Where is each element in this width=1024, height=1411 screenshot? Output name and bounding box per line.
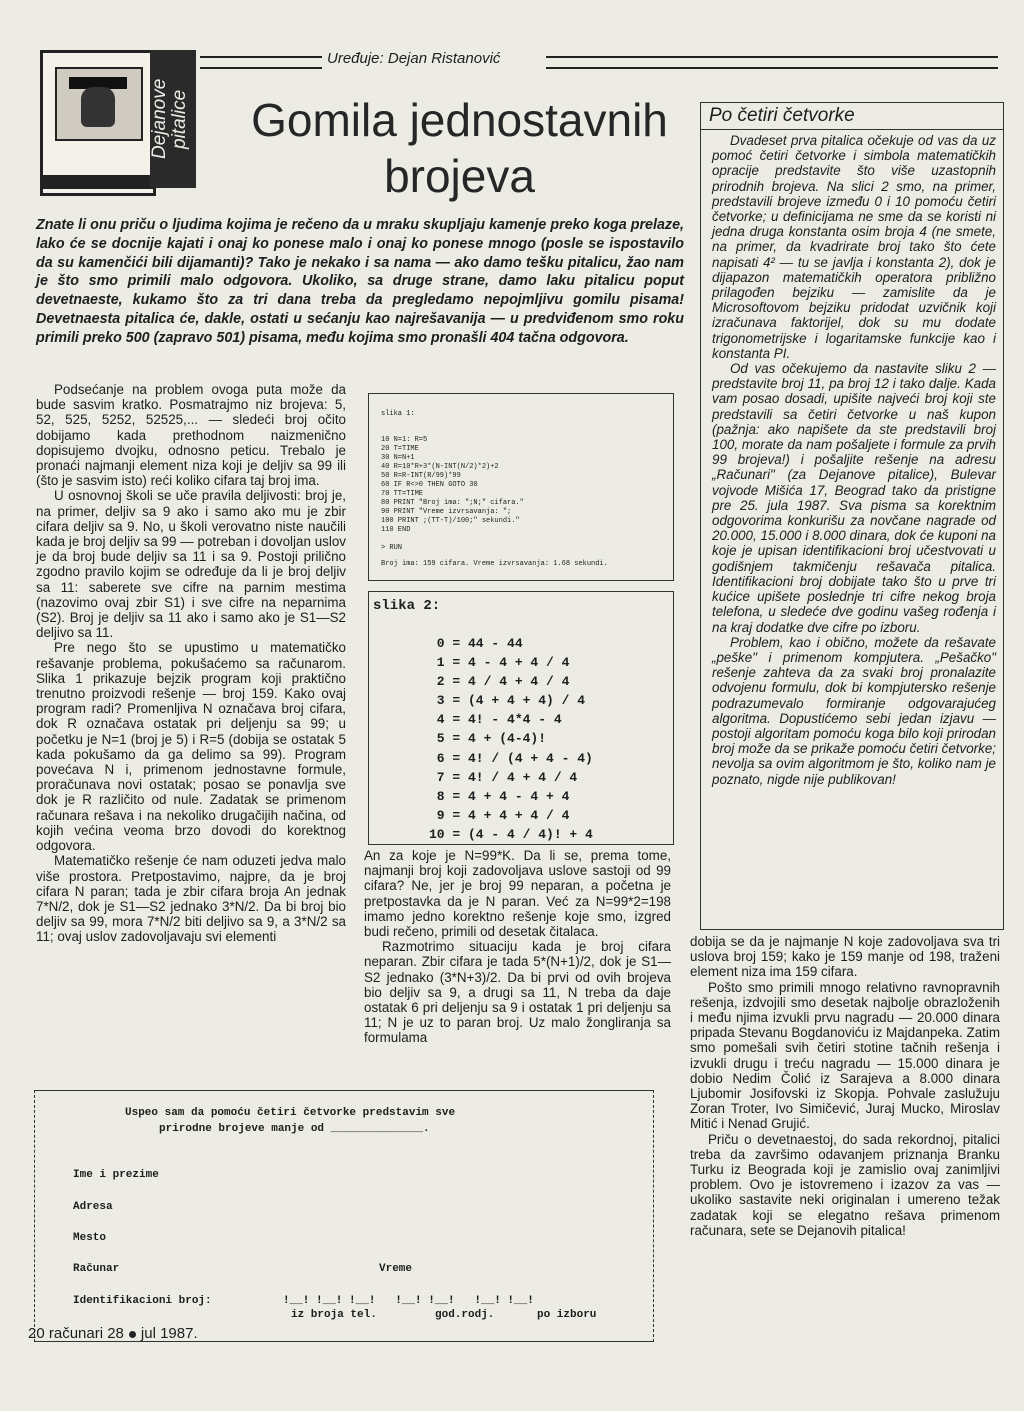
id-boxes[interactable]: !__! !__! !__! !__! !__! !__! !__!: [283, 1295, 534, 1307]
sidebar-title: Po četiri četvorke: [701, 103, 1003, 130]
formula-row: 2 = 4 / 4 + 4 / 4: [429, 674, 570, 690]
title-line-1: Gomila jednostavnih: [251, 94, 668, 146]
col2-paragraph: Razmotrimo situaciju kada je broj cifara neparan. Zbir cifara je tada 5*(N+1)/2, dok je S1—S2 jednako (3*N+3)/2. Da bi prvi od ovih brojeva bio deljiv sa 9, a drugi sa 11, N treba da daje ostatak 6 pri deljenju sa 9 i ostatak 1 pri deljenju sa 11; N je uz to paran broj. Uz malo žongliranja sa formulama: [364, 939, 671, 1046]
formula-row: 10 = (4 - 4 / 4)! + 4: [429, 826, 593, 842]
col2-paragraph: An za koje je N=99*K. Da li se, prema tome, najmanji broj koji zadovoljava uslove sastoji od 99 cifara? Ne, jer je broj 99 neparan, a početna je pretpostavka da je N paran. Već za N=99*2=198 imamo jedno korektno rešenje koje smo, izgred budi rečeno, primili od desetak čitalaca.: [364, 848, 671, 940]
page-footer: [28, 1325, 198, 1342]
formula-row: 7 = 4! / 4 + 4 / 4: [429, 769, 578, 785]
sidebar-paragraph: Problem, kao i obično, možete da rešavate „peške" i primenom kompjutera. „Pešačko" rešenje zahteva da za svaki broj pronalazite odvojenu formulu, dok bi kompjutersko rešenje podrazumevalo formiranje odgovarajućeg algoritma. Dopustićemo sebi jedan izjavu — postoji algoritam pomoću koga bilo koji prirodan broj može da se prikaže pomoću četiri četvorke; nevolja sa ovim algoritmom je što, koliko nam je poznato, nigde nije publikovan!: [712, 634, 996, 787]
id-birth-caption: god.rodj.: [435, 1309, 495, 1321]
column-3: [690, 934, 1000, 1238]
monitor-base: [43, 175, 153, 189]
figure-1-title: slika 1:: [381, 410, 415, 418]
computer-field[interactable]: Računar: [73, 1263, 120, 1275]
formula-row: 3 = (4 + 4 + 4) / 4: [429, 693, 586, 709]
bullet-icon: [129, 1331, 136, 1338]
id-label: Identifikacioni broj:: [73, 1295, 212, 1307]
col1-paragraph: Matematičko rešenje će nam oduzeti jedva malo više prostora. Pretpostavimo, najpre, da je broj cifara N paran; tada je zbir cifara broja An jednak 7*N/2, dok je S1—S2 jednako 3*N/2. Da bi broj bio deljiv sa 99, mora 7*N/2 biti deljivo sa 9, a 3*N/2 sa 11; ovaj uslov zadovoljavaju svi elementi: [36, 853, 346, 945]
lead-paragraph: Znate li onu priču o ljudima kojima je rečeno da u mraku skupljaju kamenje preko koga prelaze, lako će se docnije kajati i onaj ko ponese malo i onaj ko ponese mnogo (posle se ispostavilo da su kamenčići bili dijamanti)? Tako je nekako i sa nama — ako damo tešku pitalicu, žao nam je što smo primili malo odgovora. Ukoliko, sa druge strane, damo laku pitalicu poput devetnaeste, kukamo što za tri dana treba da pregledamo nepojmljivu gomilu pisama! Devetnaesta pitalica će, dakle, ostati u sećanju kao najrešavanija — u predviđenom smo roku primili preko 500 (zapravo 501) pisama, među kojima smo pronašli 404 tačna odgovora.: [36, 217, 684, 346]
entry-coupon: [34, 1090, 654, 1342]
coupon-heading: [125, 1105, 605, 1137]
logo-caption: [150, 50, 196, 188]
figure-2-four-fours: [368, 591, 674, 845]
article-title: [222, 92, 697, 204]
formula-row: 5 = 4 + (4-4)!: [429, 731, 547, 747]
editor-rule-left: [200, 56, 322, 69]
col3-paragraph: dobija se da je najmanje N koje zadovoljava sva tri uslova broj 159; kako je 159 manje od 198, traženi element niza ima 159 cifara.: [690, 934, 1000, 980]
sidebar-paragraph: Od vas očekujemo da nastavite sliku 2 — predstavite broj 11, pa broj 12 i tako dalje. Kada vam posao dosadi, upišite najveći broj koji ste predstavili sa četiri četvorke u naš kupon (pažnja: ako napišete da ste predstavili broj 100, morate da nam pošaljete i formule za prvih 99 brojeva!) i pošaljite rešenje na adresu „Računari" (za Dejanove pitalice), Bulevar vojvode Mišića 17, Beograd tako da pristigne pre 25. jula 1987. Sva pisma sa korektnim odgovorima konkurišu za novčane nagrade od 20.000, 15.000 i 8.000 dinara, dok će kuponi na koje je upisan identifikacioni broj učestvovati u godišnjem takmičenju rešavača pitalica. Identifikacioni broj dobijate tako što u prve tri kućice upišete poslednje tri cifre nekog broja telefona, u sledeće dve godinu vašeg rođenja i na kraj dodatke dve cifre po izboru.: [712, 361, 996, 635]
portrait-icon: [81, 87, 115, 127]
basic-code: 10 N=1: R=5 20 T=TIME 30 N=N+1 40 R=10*R+3*(N-INT(N/2)*2)+2 50 R=R-INT(R/99)*99 60 IF R<>0 THEN GOTO 30 70 TT=TIME 80 PRINT "Broj ima: ";N;" cifara." 90 PRINT "Vreme izvrsavanja: "; 100 PRINT ;(TT-T)/100;" sekundi." 110 END: [381, 436, 524, 534]
coupon-line-2[interactable]: prirodne brojeve manje od ______________.: [159, 1123, 430, 1135]
formula-row: 9 = 4 + 4 + 4 / 4: [429, 807, 570, 823]
time-field[interactable]: Vreme: [379, 1263, 413, 1275]
city-field[interactable]: Mesto: [73, 1232, 107, 1244]
address-field[interactable]: Adresa: [73, 1201, 113, 1213]
figure-1-program: [368, 393, 674, 581]
col1-paragraph: Pre nego što se upustimo u matematičko rešavanje problema, pokušaćemo sa računarom. Slika 1 prikazuje bejzik program koji praktično trenutno proizvodi rešenje — broj 159. Kako ovaj program radi? Promenljiva N označava broj cifara, dok R označava ostatak pri deljenju sa 99; u početku je N=1 (broj je 5) i R=5 (dobija se ostatak 5 kada pokušamo da ga delimo sa 99). Program povećava N i, primenom jednostavne formule, proračunava novi ostatak; posao se ponavlja sve dok je R različito od nule. Zadatak se primenom računara rešava i na nekoliko drugačijih načina, od kojih većina veoma brzo dovodi do korektnog odgovora.: [36, 640, 346, 854]
sidebar-paragraph: Dvadeset prva pitalica očekuje od vas da uz pomoć četiri četvorke i simbola matematičkih opracije predstavite što više uzastopnih prirodnih brojeva. Na slici 2 smo, na primer, predstavili brojeve između 0 i 10 pomoću četiri četvorke; u definicijama ne sme da se koristi ni jedna druga konstanta osim broja 4 (ne smete, na primer, da kvadrirate broj tako što ćete napisati 4² — tu se javlja i konstanta 2), dok je dijapazon matematičkih operatora približno prilagođen bejziku — zamislite da je Microsoftovom bejziku pridodat uzvičnik koji izračunava faktorijel, dok su mu dodate trigonometrijske i logaritamske funkcije kao i konstanta PI.: [712, 133, 996, 361]
program-output: Broj ima: 159 cifara. Vreme izvrsavanja: 1.68 sekundi.: [381, 560, 608, 568]
formula-row: 1 = 4 - 4 + 4 / 4: [429, 655, 570, 671]
col1-paragraph: Podsećanje na problem ovoga puta može da bude sasvim kratko. Posmatrajmo niz brojeva: 5, 52, 525, 5252, 52525,... — sledeći broj očito dobijamo kada prethodnom naizmenično dopisujemo dvojku, odnosno peticu. Trebalo je pronaći najmanji element niza koji je deljiv sa 99 ili (što je sasvim isto) reći koliko cifara taj broj ima.: [36, 382, 346, 489]
editor-credit: Uređuje: Dejan Ristanović: [327, 50, 501, 67]
col3-paragraph: Pošto smo primili mnogo relativno ravnopravnih rešenja, izdvojili smo desetak najbolje obrazloženih i među njima izvukli prvu nagradu — 20.000 dinara pripada Stevanu Bogdanoviću iz Majdanpeka. Zatim smo pomešali svih četiri stotine tačnih rešenja i izvukli drugu i treću nagradu — 15.000 dinara je dobio Nedim Čolić iz Sarajeva a 8.000 dinara Ljubomir Josifovski iz Skopja. Pohvale zaslužuju Zoran Troter, Ivo Simičević, Juraj Mucko, Miroslav Mitić i Nenad Grujić.: [690, 979, 1000, 1132]
editor-rule-right: [546, 56, 998, 69]
id-phone-caption: iz broja tel.: [291, 1309, 377, 1321]
formula-row: 4 = 4! - 4*4 - 4: [429, 712, 562, 728]
formula-row: 6 = 4! / (4 + 4 - 4): [429, 750, 593, 766]
column-logo: [36, 50, 196, 188]
sidebar-text: [701, 130, 1003, 787]
editor-bar: [200, 50, 1000, 70]
formula-row: 0 = 44 - 44: [429, 636, 523, 651]
coupon-line-1: Uspeo sam da pomoću četiri četvorke predstavim sve: [125, 1107, 456, 1119]
page-number: 20 računari 28: [28, 1325, 124, 1342]
formula-row: 8 = 4 + 4 - 4 + 4: [429, 788, 570, 804]
column-1: [36, 382, 346, 945]
run-command: > RUN: [381, 544, 403, 552]
name-field[interactable]: Ime i prezime: [73, 1169, 159, 1181]
logo-text-2: pitalice: [169, 89, 190, 149]
title-line-2: brojeva: [384, 150, 535, 202]
col3-paragraph: Priču o devetnaestoj, do sada rekordnoj, pitalici treba da završimo odavanjem priznanja Branku Turku iz Beograda koji je zamislio ovaj zanimljivi problem. Ovo je istovremeno i izazov za vas — ukoliko sastavite neki originalan i umereno težak zadatak koji se elegatno rešava primenom računara, sete se Dejanovih pitalica!: [690, 1131, 1000, 1238]
column-2: [364, 848, 671, 1046]
computer-monitor-icon: [40, 50, 156, 196]
sidebar-new-puzzle: [700, 102, 1004, 930]
formula-list: [369, 636, 669, 846]
logo-text-1: Dejanove: [149, 78, 170, 160]
id-choice-caption: po izboru: [537, 1309, 597, 1321]
figure-2-title: slika 2:: [373, 598, 441, 614]
monitor-screen: [55, 67, 143, 141]
issue-date: jul 1987.: [140, 1325, 198, 1342]
col1-paragraph: U osnovnoj školi se uče pravila deljivosti: broj je, na primer, deljiv sa 9 ako i samo ako mu je zbir cifara deljiv sa 9. No, u školi verovatno niste naučili kada je broj deljiv sa 99 — potreban i dovoljan uslov je da broj bude deljiv sa 11 i sa 9. Postoji prilično zgodno pravilo kojim se određuje da li je broj deljiv sa 11: saberete sve cifre na parnim mestima (nazovimo ovaj zbir S1) i sve cifre na neparnima (S2). Broj je deljiv sa 11 ako i samo ako je S1—S2 deljivo sa 11.: [36, 488, 346, 641]
